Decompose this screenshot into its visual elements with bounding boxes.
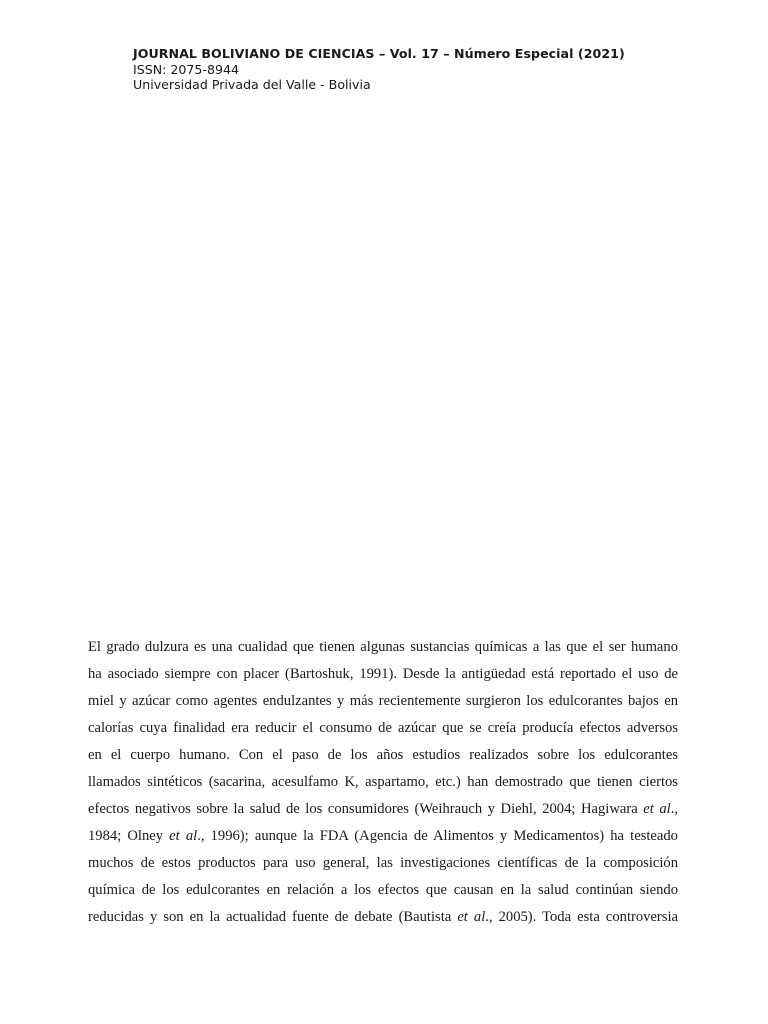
paragraph-line: [88, 823, 678, 850]
text-segment: calorías cuya finalidad era reducir el consumo de azúcar que se creía producía efectos adversos: [88, 720, 678, 736]
paragraph-line: [88, 850, 678, 877]
text-segment: ha asociado siempre con placer (Bartoshuk, 1991). Desde la antigüedad está reportado el uso de: [88, 666, 678, 682]
issn-line: ISSN: 2075-8944: [133, 61, 240, 77]
text-segment: ., 2005). Toda esta controversia: [485, 909, 678, 925]
text-segment: .,: [670, 801, 678, 817]
paragraph-line: [88, 796, 678, 823]
paragraph-line: [88, 877, 678, 904]
paragraph-line: [88, 904, 678, 931]
paragraph-line: [88, 634, 678, 661]
paragraph-line: [88, 715, 678, 742]
text-segment: ., 1996); aunque la FDA (Agencia de Alimentos y Medicamentos) ha testeado: [197, 828, 678, 844]
text-segment: química de los edulcorantes en relación a los efectos que causan en la salud continúan siendo: [88, 882, 678, 898]
text-segment: en el cuerpo humano. Con el paso de los años estudios realizados sobre los edulcorantes: [88, 747, 678, 763]
journal-header: [133, 46, 625, 93]
text-segment: muchos de estos productos para uso general, las investigaciones científicas de la composición: [88, 855, 678, 871]
italic-text: et al: [457, 909, 486, 925]
paragraph-line: [88, 742, 678, 769]
paragraph-line: [88, 769, 678, 796]
text-segment: efectos negativos sobre la salud de los consumidores (Weihrauch y Diehl, 2004; Hagiwara: [88, 801, 644, 817]
journal-title: JOURNAL BOLIVIANO DE CIENCIAS – Vol. 17 – Número Especial (2021): [133, 46, 625, 61]
text-segment: miel y azúcar como agentes endulzantes y más recientemente surgieron los edulcorantes bajos en: [88, 693, 678, 709]
italic-text: et al: [643, 801, 671, 817]
paragraph-line: [88, 661, 678, 688]
text-segment: El grado dulzura es una cualidad que tienen algunas sustancias químicas a las que el ser humano: [88, 639, 678, 655]
italic-text: et al: [169, 828, 198, 844]
text-segment: reducidas y son en la actualidad fuente de debate (Bautista: [88, 909, 458, 925]
paragraph-line: [88, 688, 678, 715]
university-line: Universidad Privada del Valle - Bolivia: [133, 77, 371, 92]
body-paragraph: [88, 634, 678, 931]
text-segment: llamados sintéticos (sacarina, acesulfamo K, aspartamo, etc.) han demostrado que tienen ciertos: [88, 774, 678, 790]
text-segment: 1984; Olney: [88, 828, 170, 844]
